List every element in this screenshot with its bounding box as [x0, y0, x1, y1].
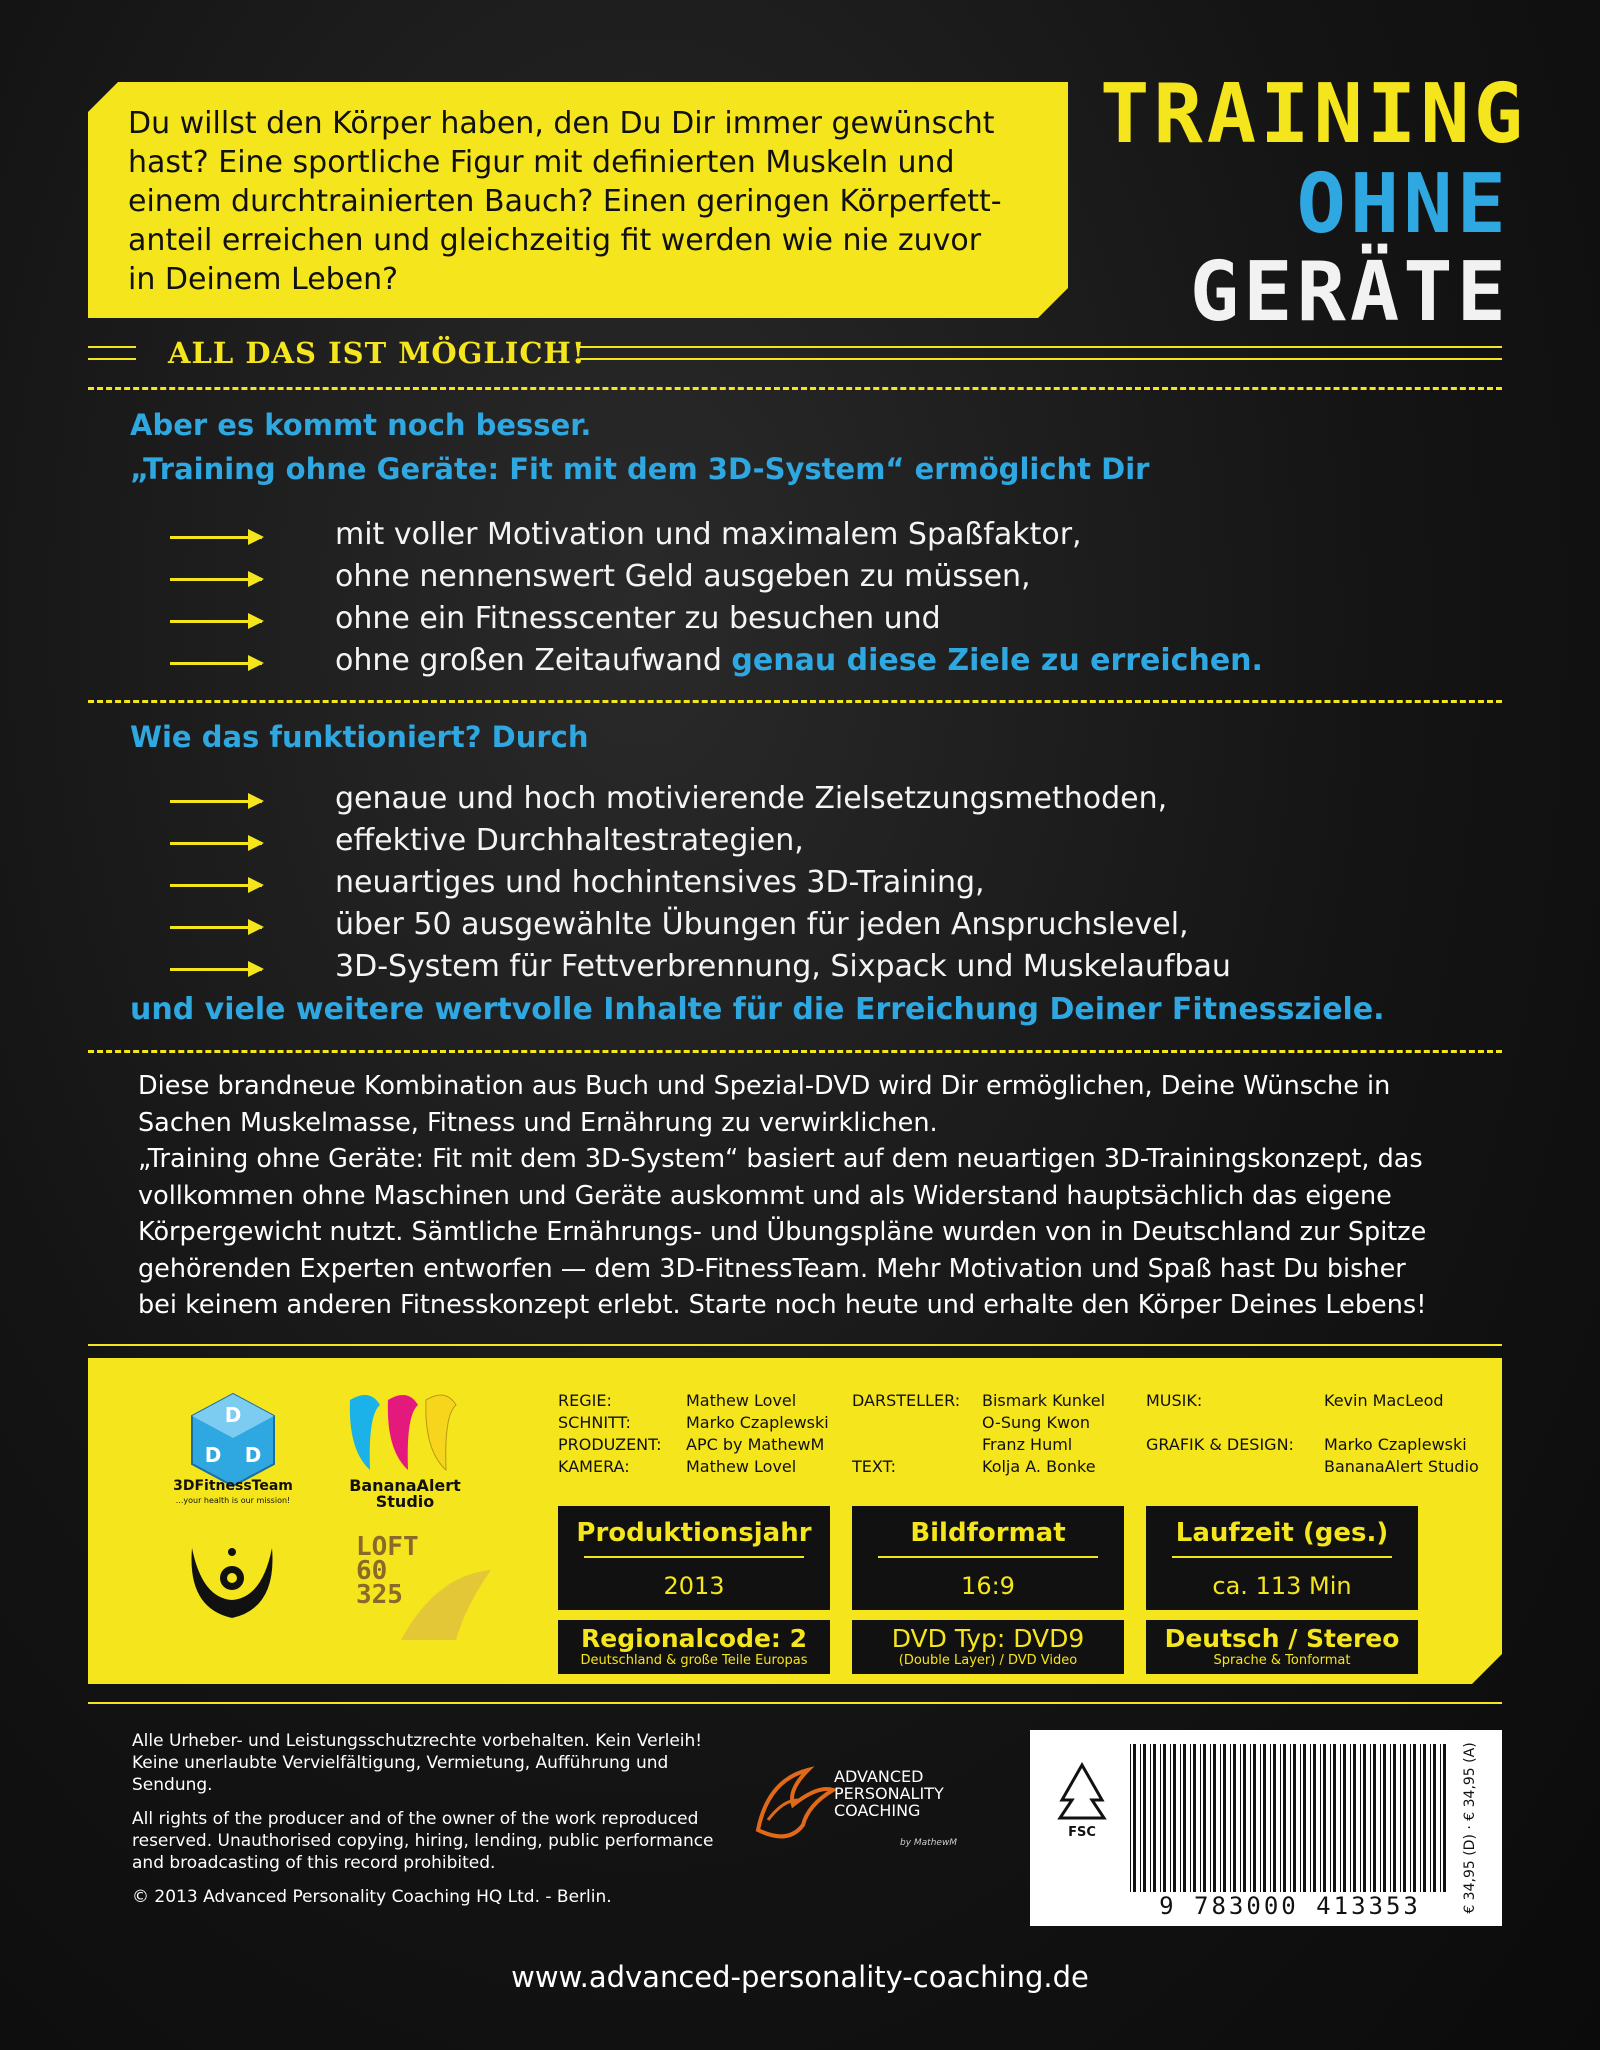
barcode-bar — [1320, 1744, 1321, 1892]
barcode-bar — [1160, 1744, 1161, 1892]
description-line: Körpergewicht nutzt. Sämtliche Ernährungs- und Übungspläne wurden von in Deutschland zur Spitze — [138, 1217, 1427, 1247]
intro-line: in Deinem Leben? — [128, 262, 399, 297]
spec-rule — [1172, 1556, 1392, 1558]
barcode-icon — [1130, 1744, 1450, 1894]
spec-heading: DVD Typ: DVD9 — [891, 1624, 1085, 1653]
apc-label-line: PERSONALITY — [834, 1784, 944, 1803]
cube-logo-icon — [188, 1390, 278, 1490]
list-item-highlight: genau diese Ziele zu erreichen. — [731, 643, 1263, 678]
apc-label — [834, 1768, 944, 1819]
panel-rule-top — [88, 1344, 1502, 1346]
barcode-bar — [1383, 1744, 1386, 1892]
spec-sub: Deutschland & große Teile Europas — [580, 1653, 808, 1668]
spec-heading: Regionalcode: 2 — [580, 1624, 808, 1653]
barcode-bar — [1373, 1744, 1376, 1892]
banana-label-line: BananaAlert — [349, 1476, 461, 1495]
barcode-bar — [1250, 1744, 1251, 1892]
barcode-digits: 9 783000 413353 — [1159, 1892, 1421, 1920]
section1-lead1: Aber es kommt noch besser. — [130, 408, 592, 442]
barcode-bar — [1130, 1744, 1131, 1892]
list-item-text — [335, 643, 1263, 678]
section2-closing: und viele weitere wertvolle Inhalte für die Erreichung Deiner Fitnessziele. — [130, 992, 1385, 1027]
arrow-icon — [170, 842, 262, 845]
cube-letter: D — [224, 1403, 242, 1427]
heading-rule-left — [88, 358, 136, 360]
barcode-bar — [1350, 1744, 1351, 1892]
spec-box — [1146, 1506, 1418, 1610]
spec-sub: (Double Layer) / DVD Video — [898, 1653, 1078, 1668]
arrow-icon — [170, 884, 262, 887]
heading-rule-right — [580, 346, 1502, 348]
phoenix-logo-icon — [748, 1760, 838, 1850]
list-item-text: ohne ein Fitnesscenter zu besuchen und — [335, 601, 941, 636]
spec-value: 2013 — [663, 1572, 725, 1600]
barcode-bar — [1380, 1744, 1381, 1892]
barcode-bar — [1133, 1744, 1136, 1892]
fsc-tree-icon — [1052, 1760, 1112, 1840]
barcode-bar — [1340, 1744, 1341, 1892]
barcode-bar — [1400, 1744, 1401, 1892]
apc-label-line: ADVANCED — [834, 1767, 924, 1786]
barcode-bar — [1443, 1744, 1446, 1892]
barcode-bar — [1323, 1744, 1326, 1892]
spec-heading: Bildformat — [910, 1518, 1066, 1548]
description-line: Diese brandneue Kombination aus Buch und Spezial-DVD wird Dir ermöglichen, Deine Wünsche in — [138, 1071, 1391, 1101]
fsc-label: FSC — [1068, 1825, 1096, 1840]
list-item-text-plain: ohne großen Zeitaufwand — [335, 643, 722, 678]
website-url[interactable]: www.advanced-personality-coaching.de — [511, 1960, 1089, 1994]
spec-rule — [878, 1556, 1098, 1558]
section1-lead2: „Training ohne Geräte: Fit mit dem 3D-System“ ermöglicht Dir — [130, 452, 1150, 486]
barcode-bar — [1150, 1744, 1151, 1892]
barcode-bar — [1390, 1744, 1391, 1892]
barcode-bar — [1283, 1744, 1286, 1892]
barcode-bar — [1170, 1744, 1171, 1892]
barcode-bar — [1220, 1744, 1221, 1892]
arrow-icon — [170, 968, 262, 971]
barcode-bar — [1203, 1744, 1206, 1892]
panel-rule-bottom — [88, 1702, 1502, 1704]
credits-col3-labels: MUSIK: GRAFIK & DESIGN: — [1146, 1391, 1294, 1454]
barcode-bar — [1260, 1744, 1261, 1892]
arrow-icon — [170, 620, 262, 623]
spec-sub: Sprache & Tonformat — [1213, 1653, 1351, 1668]
spec-value: ca. 113 Min — [1212, 1572, 1352, 1600]
intro-line: einem durchtrainierten Bauch? Einen geringen Körperfett- — [128, 184, 1002, 219]
spec-value: 16:9 — [961, 1572, 1015, 1600]
barcode-bar — [1360, 1744, 1361, 1892]
arrow-icon — [170, 800, 262, 803]
banana-label-line: Studio — [375, 1492, 435, 1511]
barcode-bar — [1330, 1744, 1331, 1892]
legal-en: All rights of the producer and of the owner of the work reproduced reserved. Unauthorised copying, hiring, lending, public performance and broadcasting of this record prohibited. — [132, 1809, 714, 1873]
barcode-bar — [1190, 1744, 1191, 1892]
loft-num: 325 — [356, 1580, 403, 1610]
list-item-text: neuartiges und hochintensives 3D-Training, — [335, 865, 985, 900]
title-line-2: OHNE — [1296, 157, 1510, 252]
spec-box-small — [852, 1620, 1124, 1674]
barcode-bar — [1420, 1744, 1421, 1892]
barcode-bar — [1410, 1744, 1411, 1892]
peacock-icon — [396, 1565, 496, 1645]
description-line: „Training ohne Geräte: Fit mit dem 3D-System“ basiert auf dem neuartigen 3D-Trainingskonzept, das — [138, 1144, 1423, 1174]
heading-rule-left — [88, 346, 136, 348]
barcode-bar — [1163, 1744, 1166, 1892]
legal-de: Alle Urheber- und Leistungsschutzrechte vorbehalten. Kein Verleih! Keine unerlaubte Vervielfältigung, Vermietung, Aufführung und Sendung. — [132, 1731, 703, 1795]
barcode-bar — [1173, 1744, 1176, 1892]
title-line-3: GERÄTE — [1189, 245, 1510, 340]
barcode-bar — [1300, 1744, 1301, 1892]
legal-text — [132, 1730, 732, 1920]
barcode-bar — [1393, 1744, 1396, 1892]
fitness-team-slogan: ...your health is our mission! — [175, 1496, 291, 1505]
barcode-bar — [1213, 1744, 1216, 1892]
credits-col2-values: Bismark Kunkel O-Sung Kwon Franz Huml Kolja A. Bonke — [982, 1391, 1106, 1476]
barcode-bar — [1240, 1744, 1241, 1892]
description-line: Sachen Muskelmasse, Fitness und Ernährung zu verwirklichen. — [138, 1107, 938, 1138]
barcode-bar — [1183, 1744, 1186, 1892]
copyright: © 2013 Advanced Personality Coaching HQ Ltd. - Berlin. — [132, 1887, 612, 1907]
barcode-bar — [1193, 1744, 1196, 1892]
loft-num: 60 — [356, 1556, 388, 1586]
intro-line: Du willst den Körper haben, den Du Dir immer gewünscht — [128, 106, 995, 141]
intro-line: anteil erreichen und gleichzeitig fit werden wie nie zuvor — [128, 223, 982, 258]
arrow-icon — [170, 926, 262, 929]
fitness-team-label: 3DFitnessTeam — [173, 1478, 293, 1494]
banana-label — [330, 1478, 480, 1510]
spec-box-small — [558, 1620, 830, 1674]
dashed-divider — [88, 1050, 1502, 1053]
list-item-text: über 50 ausgewählte Übungen für jeden Anspruchslevel, — [335, 907, 1189, 942]
arrow-icon — [170, 536, 262, 539]
list-item-text: mit voller Motivation und maximalem Spaßfaktor, — [335, 517, 1082, 552]
barcode-bar — [1273, 1744, 1276, 1892]
barcode-bar — [1403, 1744, 1406, 1892]
barcode-bar — [1233, 1744, 1236, 1892]
barcode-bar — [1253, 1744, 1256, 1892]
barcode-bar — [1153, 1744, 1156, 1892]
barcode-bar — [1313, 1744, 1316, 1892]
barcode-bar — [1343, 1744, 1346, 1892]
barcode-bar — [1243, 1744, 1246, 1892]
description-line: gehörenden Experten entworfen — dem 3D-FitnessTeam. Mehr Motivation und Spaß hast Du bisher — [138, 1253, 1406, 1284]
barcode-bar — [1200, 1744, 1201, 1892]
list-item-text: 3D-System für Fettverbrennung, Sixpack und Muskelaufbau — [335, 949, 1231, 984]
barcode-bar — [1440, 1744, 1441, 1892]
possible-heading: ALL DAS IST MÖGLICH! — [168, 336, 586, 370]
barcode-bar — [1270, 1744, 1271, 1892]
apc-label-line: COACHING — [834, 1801, 921, 1820]
loft-text: LOFT — [356, 1532, 419, 1562]
description-line: bei keinem anderen Fitnesskonzept erlebt. Starte noch heute und erhalte den Körper Deines Lebens! — [138, 1290, 1427, 1320]
barcode-bar — [1423, 1744, 1426, 1892]
barcode-bar — [1210, 1744, 1211, 1892]
barcode-bar — [1353, 1744, 1356, 1892]
barcode-bar — [1413, 1744, 1416, 1892]
spec-box — [852, 1506, 1124, 1610]
crescent-logo-icon — [182, 1528, 282, 1628]
barcode-bar — [1280, 1744, 1281, 1892]
credits-col1-values: Mathew Lovel Marko Czaplewski APC by MathewM Mathew Lovel — [686, 1391, 829, 1476]
list-item-text: effektive Durchhaltestrategien, — [335, 823, 804, 858]
list-item-text: ohne nennenswert Geld ausgeben zu müssen, — [335, 559, 1031, 594]
barcode-bar — [1140, 1744, 1141, 1892]
intro-text — [128, 104, 1048, 299]
barcode-bar — [1363, 1744, 1366, 1892]
spec-box-small — [1146, 1620, 1418, 1674]
barcode-bar — [1293, 1744, 1296, 1892]
cube-letter: D — [204, 1443, 222, 1467]
spec-heading: Deutsch / Stereo — [1164, 1624, 1400, 1653]
credits-col3-values: Kevin MacLeod Marko Czaplewski BananaAlert Studio — [1324, 1391, 1479, 1476]
description — [138, 1068, 1498, 1324]
barcode-bar — [1230, 1744, 1231, 1892]
barcode-bar — [1263, 1744, 1266, 1892]
dashed-divider — [88, 700, 1502, 703]
section2-lead: Wie das funktioniert? Durch — [130, 720, 589, 754]
spec-rule — [584, 1556, 804, 1558]
price-label: € 34,95 (D) · € 34,95 (A) — [1462, 1742, 1478, 1914]
cube-letter: D — [244, 1443, 262, 1467]
list-item-text: genaue und hoch motivierende Zielsetzungsmethoden, — [335, 781, 1168, 816]
intro-line: hast? Eine sportliche Figur mit definierten Muskeln und — [128, 145, 955, 180]
barcode-bar — [1290, 1744, 1291, 1892]
title-line-1: TRAINING — [1100, 67, 1527, 162]
barcode-bar — [1430, 1744, 1431, 1892]
heading-rule-right — [580, 358, 1502, 360]
barcode-bar — [1223, 1744, 1226, 1892]
barcode-box — [1030, 1730, 1502, 1926]
spec-heading: Produktionsjahr — [576, 1518, 812, 1548]
barcode-bar — [1180, 1744, 1181, 1892]
barcode-bar — [1310, 1744, 1311, 1892]
barcode-bar — [1303, 1744, 1306, 1892]
credits-col1-labels: REGIE: SCHNITT: PRODUZENT: KAMERA: — [558, 1391, 662, 1476]
spec-heading: Laufzeit (ges.) — [1175, 1518, 1389, 1548]
dashed-divider — [88, 387, 1502, 390]
arrow-icon — [170, 578, 262, 581]
banana-logo-icon — [340, 1390, 470, 1480]
description-line: vollkommen ohne Maschinen und Geräte auskommt und als Widerstand hauptsächlich das eigene — [138, 1180, 1392, 1211]
apc-signature: by MathewM — [900, 1838, 958, 1848]
credits-col2-labels: DARSTELLER: TEXT: — [852, 1391, 961, 1476]
barcode-bar — [1143, 1744, 1146, 1892]
spec-box — [558, 1506, 830, 1610]
barcode-bar — [1433, 1744, 1436, 1892]
arrow-icon — [170, 662, 262, 665]
loft-logo — [356, 1532, 496, 1645]
barcode-bar — [1370, 1744, 1371, 1892]
barcode-bar — [1333, 1744, 1336, 1892]
